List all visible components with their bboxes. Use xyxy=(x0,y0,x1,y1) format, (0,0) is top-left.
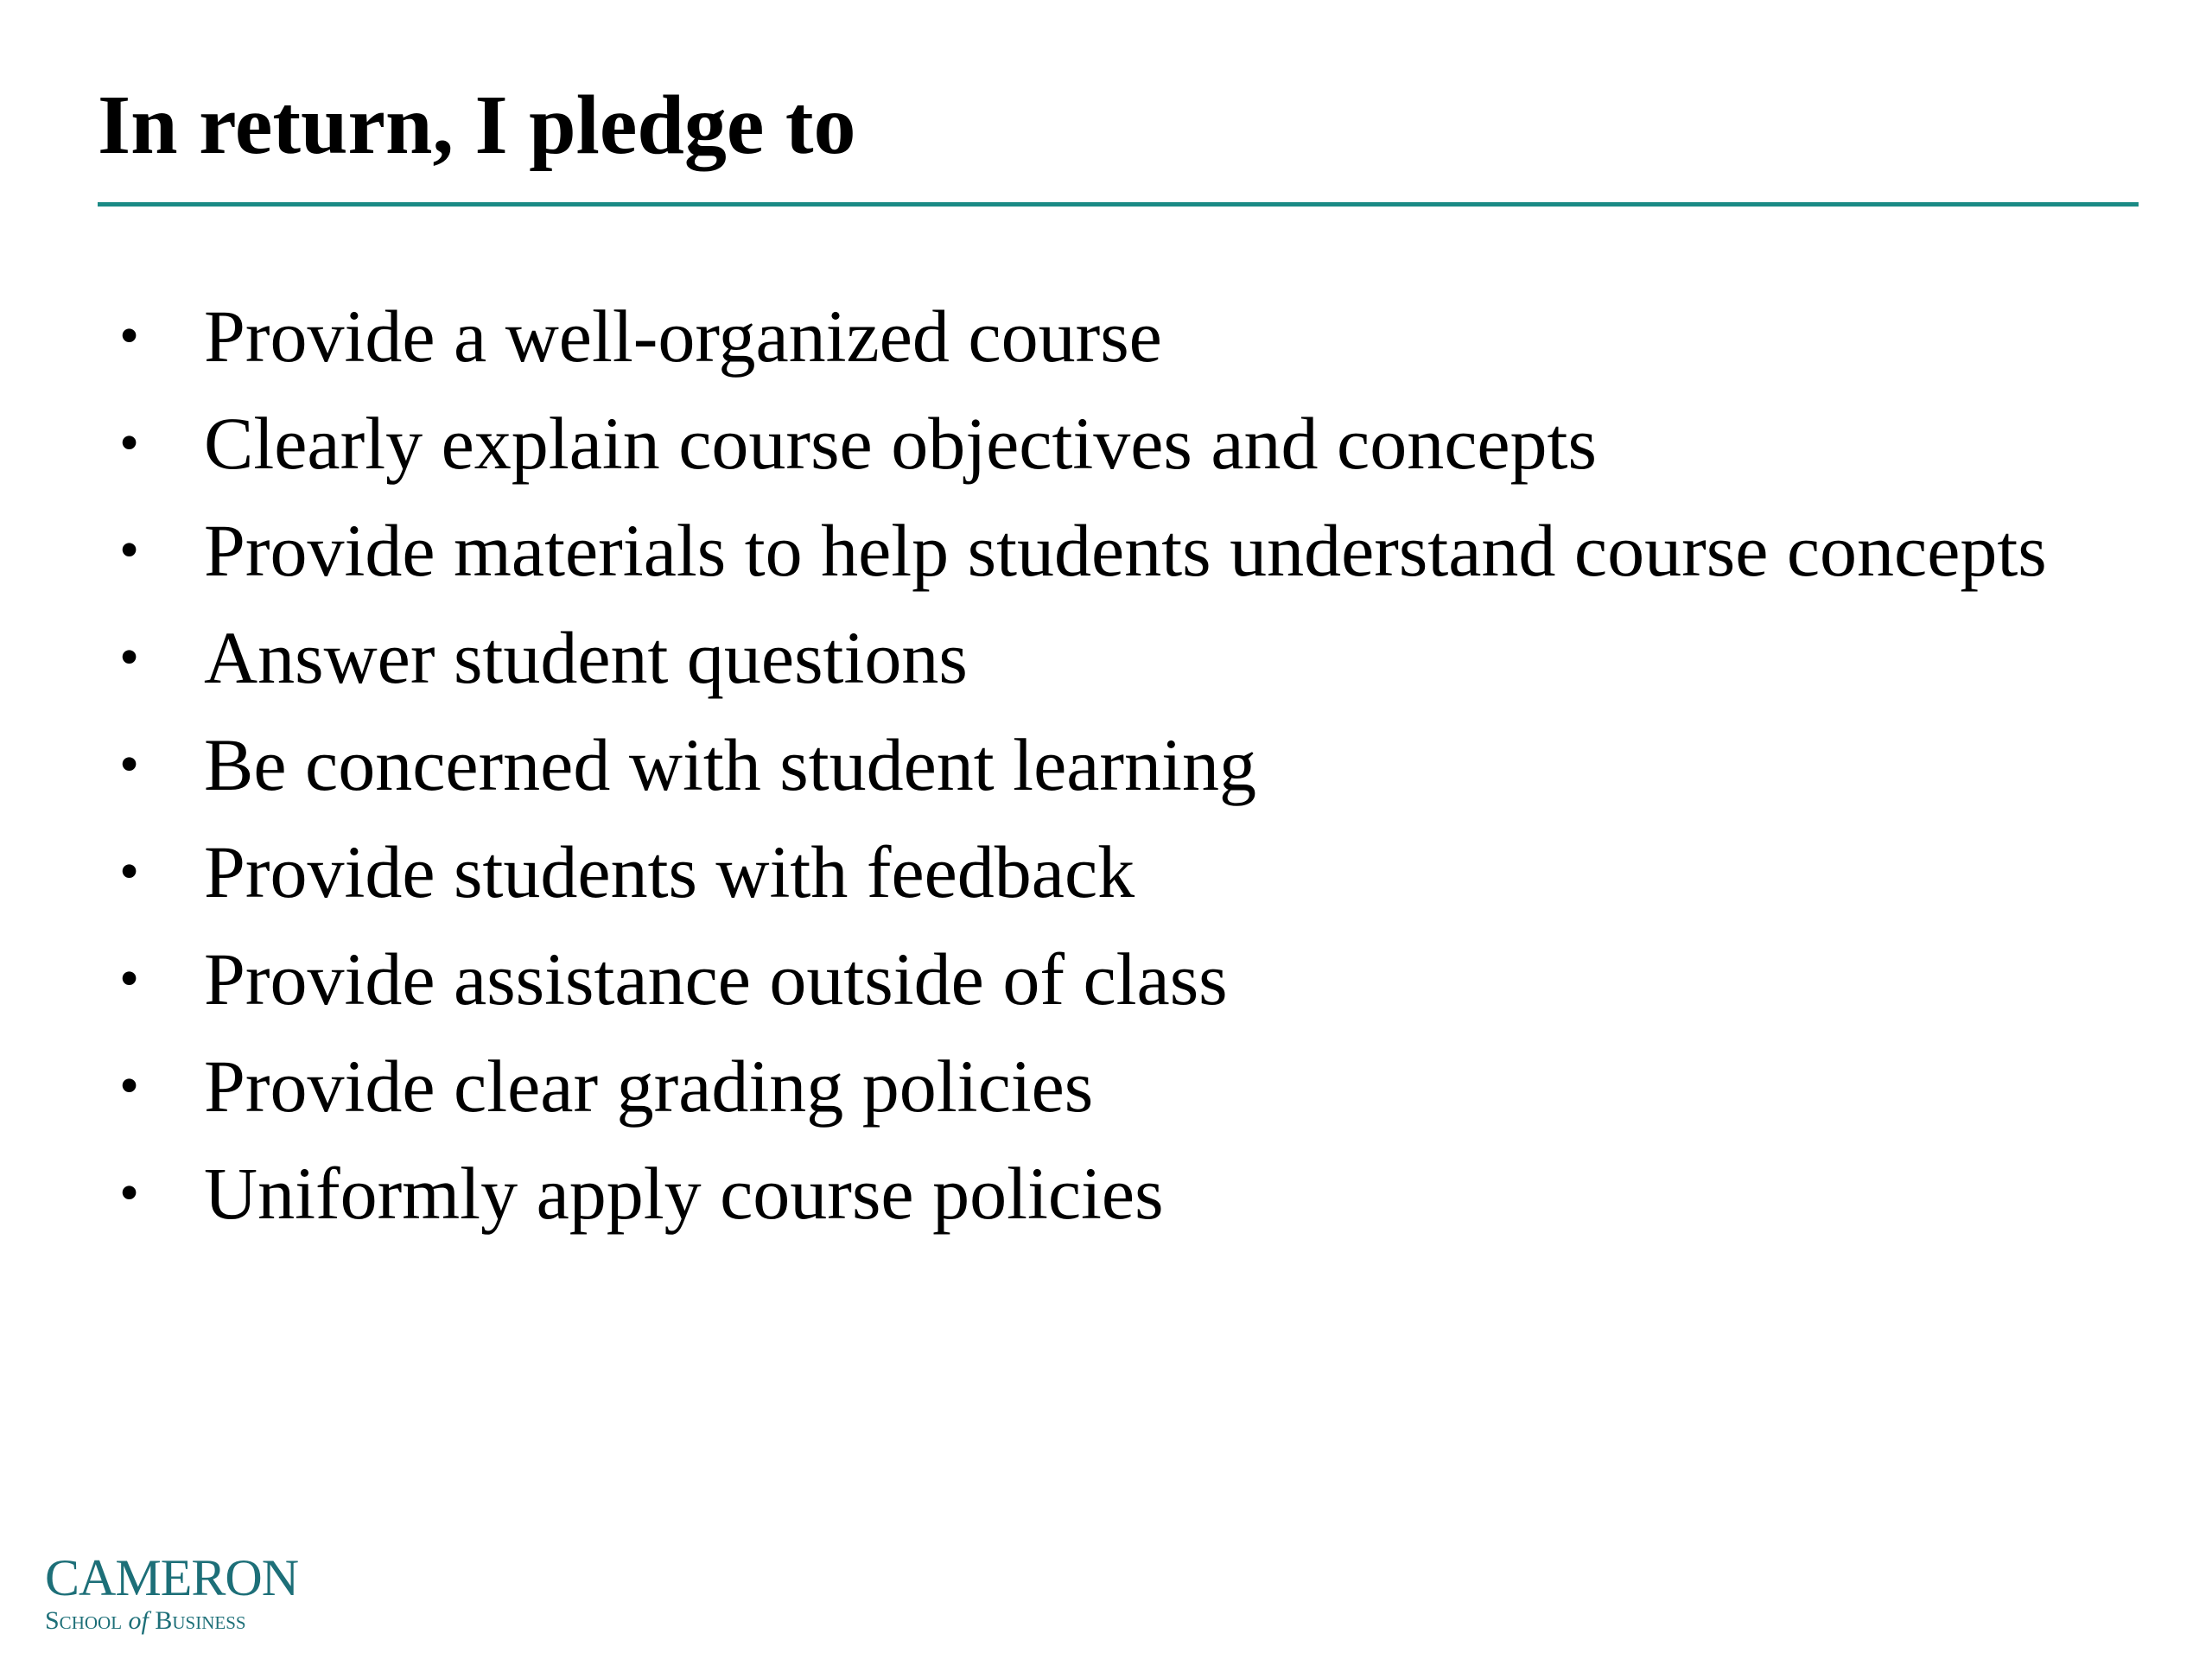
list-item xyxy=(111,1147,2055,1239)
bullet-text: Clearly explain course objectives and concepts xyxy=(204,402,1597,485)
bullet-icon: • xyxy=(119,1054,140,1117)
slide-title: In return, I pledge to xyxy=(98,79,856,172)
logo-sub-school: School xyxy=(45,1606,123,1635)
bullet-icon: • xyxy=(119,733,140,796)
bullet-icon: • xyxy=(119,518,140,582)
bullet-icon: • xyxy=(119,626,140,689)
bullet-text: Answer student questions xyxy=(204,616,968,699)
bullet-icon: • xyxy=(119,1161,140,1224)
bullet-icon: • xyxy=(119,840,140,903)
bullet-text: Uniformly apply course policies xyxy=(204,1152,1164,1235)
list-item xyxy=(111,719,2055,810)
bullet-text: Provide clear grading policies xyxy=(204,1045,1094,1128)
bullet-text: Provide assistance outside of class xyxy=(204,938,1228,1020)
logo-sub-business: Business xyxy=(155,1606,246,1635)
bullet-text: Be concerned with student learning xyxy=(204,723,1256,806)
list-item xyxy=(111,933,2055,1025)
logo-sub-of: of xyxy=(128,1606,149,1635)
bullet-text: Provide a well-organized course xyxy=(204,295,1162,378)
list-item xyxy=(111,505,2055,596)
list-item xyxy=(111,290,2055,382)
list-item xyxy=(111,826,2055,918)
bullet-text: Provide materials to help students understand course concepts xyxy=(204,509,2047,592)
logo-subtitle xyxy=(45,1604,298,1638)
list-item xyxy=(111,1040,2055,1132)
logo-name: CAMERON xyxy=(45,1549,299,1606)
title-divider xyxy=(98,202,2139,207)
bullet-icon: • xyxy=(119,304,140,367)
bullet-text: Provide students with feedback xyxy=(204,830,1135,913)
list-item xyxy=(111,612,2055,703)
bullet-icon: • xyxy=(119,411,140,474)
bullet-icon: • xyxy=(119,947,140,1010)
list-item xyxy=(111,397,2055,489)
cameron-school-logo xyxy=(45,1549,299,1638)
bullet-list xyxy=(111,290,2055,1255)
